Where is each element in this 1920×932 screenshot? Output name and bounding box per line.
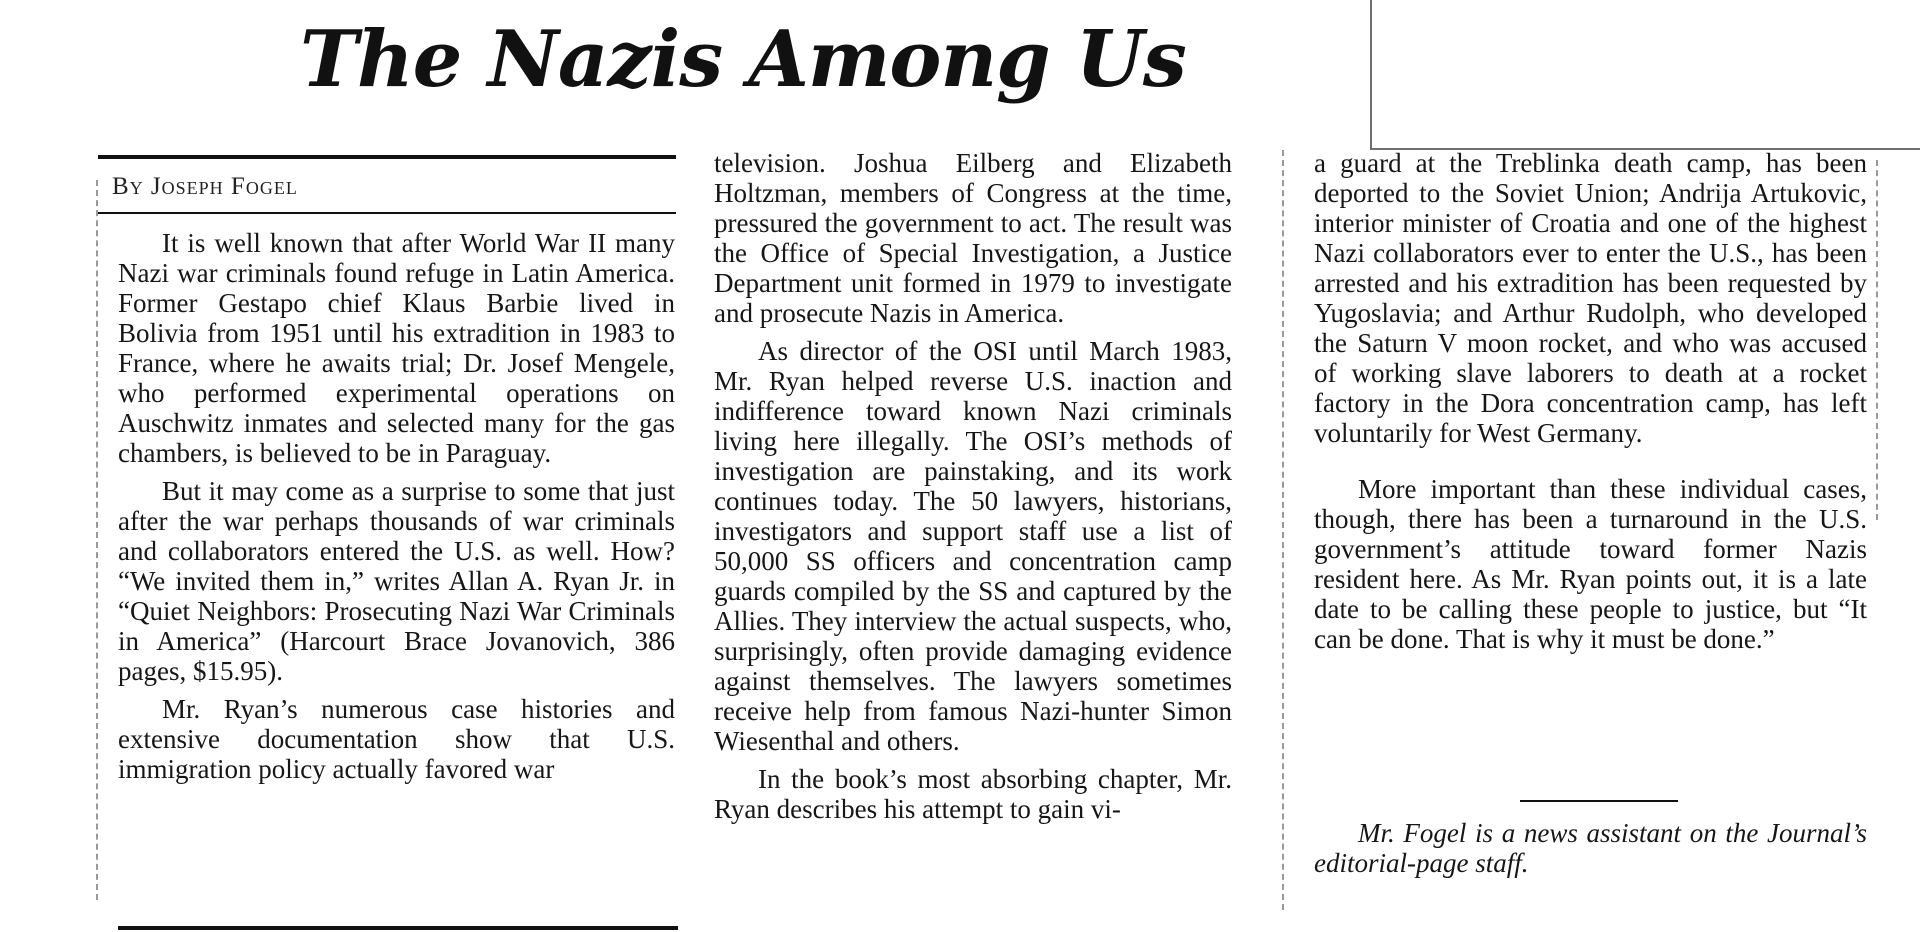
bottom-rule — [118, 926, 678, 930]
tagline-separator-rule — [1520, 800, 1678, 802]
paragraph-continued: television. Joshua Eilberg and Elizabeth Holtzman, members of Congress at the time, pressured the government to act. The result was the Office of Special Investigation, a Justice Department unit formed in 1979 to investigate and prosecute Nazis in America. — [714, 148, 1232, 328]
byline-top-rule — [98, 155, 676, 159]
paragraph: But it may come as a surprise to some that just after the war perhaps thousands of war criminals and collaborators entered the U.S. as well. How? “We invited them in,” writes Allan A. Ryan Jr. in “Quiet Neighbors: Prosecuting Nazi War Criminals in America” (Harcourt Brace Jovanovich, 386 pages, $15.95). — [118, 476, 675, 686]
paragraph: More important than these individual cases, though, there has been a turnaround in the U.S. government’s attitude toward former Nazis resident here. As Mr. Ryan points out, it is a late date to be calling these people to justice, but “It can be done. That is why it must be done.” — [1314, 474, 1867, 654]
article-column-1 — [118, 228, 675, 784]
paragraph: In the book’s most absorbing chapter, Mr. Ryan describes his attempt to gain vi- — [714, 764, 1232, 824]
column-margin-line-middle — [1282, 150, 1284, 910]
paragraph: Mr. Ryan’s numerous case histories and extensive documentation show that U.S. immigration policy actually favored war — [118, 694, 675, 784]
article-column-2 — [714, 148, 1232, 824]
column-margin-line-left — [96, 180, 98, 900]
column-margin-line-right — [1876, 160, 1878, 520]
article-headline: The Nazis Among Us — [300, 14, 1186, 105]
byline: By Joseph Fogel — [112, 173, 298, 200]
paragraph-continued: a guard at the Treblinka death camp, has been deported to the Soviet Union; Andrija Artukovic, interior minister of Croatia and one of the highest Nazi collaborators ever to enter the U.S., has been arrested and his extradition has been requested by Yugoslavia; and Arthur Rudolph, who developed the Saturn V moon rocket, and who was accused of working slave laborers to death at a rocket factory in the Dora concentration camp, has left voluntarily for West Germany. — [1314, 148, 1867, 448]
paragraph: As director of the OSI until March 1983, Mr. Ryan helped reverse U.S. inaction and indifference toward known Nazi criminals living here illegally. The OSI’s methods of investigation are painstaking, and its work continues today. The 50 lawyers, historians, investigators and support staff use a list of 50,000 SS officers and concentration camp guards compiled by the SS and captured by the Allies. They interview the actual suspects, who, surprisingly, often provide damaging evidence against themselves. The lawyers sometimes receive help from famous Nazi-hunter Simon Wiesenthal and others. — [714, 336, 1232, 756]
byline-bottom-rule — [98, 212, 676, 214]
author-tagline: Mr. Fogel is a news assistant on the Journal’s editorial-page staff. — [1314, 818, 1867, 878]
article-column-3 — [1314, 148, 1867, 654]
paragraph: It is well known that after World War II many Nazi war criminals found refuge in Latin America. Former Gestapo chief Klaus Barbie lived in Bolivia from 1951 until his extradition in 1983 to France, where he awaits trial; Dr. Josef Mengele, who performed experimental operations on Auschwitz inmates and selected many for the gas chambers, is believed to be in Paraguay. — [118, 228, 675, 468]
adjacent-clipping-box — [1370, 0, 1920, 150]
